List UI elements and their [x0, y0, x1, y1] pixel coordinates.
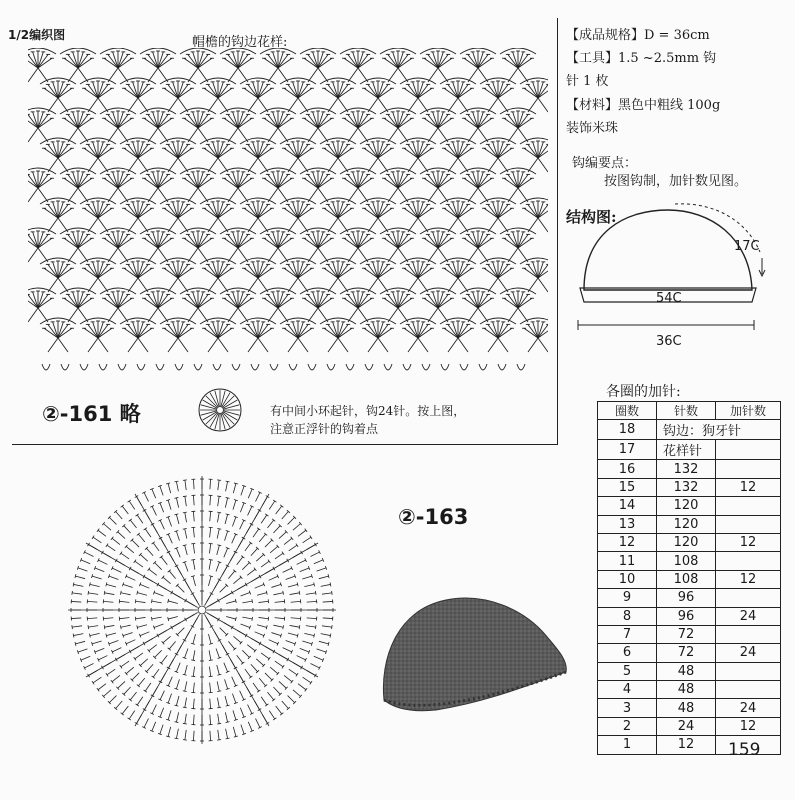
increase-cell: 24 — [716, 607, 781, 625]
stitch-count-cell: 132 — [657, 460, 716, 478]
table-row — [598, 644, 781, 662]
round-cell: 18 — [598, 420, 657, 440]
round-cell: 16 — [598, 460, 657, 478]
table-row — [598, 607, 781, 625]
increase-cell — [716, 662, 781, 680]
structure-width-label: 36C — [656, 334, 682, 349]
table-row — [598, 552, 781, 570]
finished-hat-photo — [376, 590, 576, 720]
round-cell: 9 — [598, 589, 657, 607]
spec-tools-line1: 【工具】1.5 ~2.5mm 钩 — [566, 51, 717, 66]
spec-materials-line1: 【材料】黑色中粗线 100g — [566, 98, 721, 113]
round-cell: 5 — [598, 662, 657, 680]
col-header-stitches: 针数 — [657, 402, 716, 420]
stitch-count-cell: 24 — [657, 717, 716, 735]
spec-size: 【成品规格】D = 36cm — [566, 28, 710, 43]
stitch-count-cell: 48 — [657, 662, 716, 680]
page-number: 159 — [728, 740, 761, 760]
round-cell: 10 — [598, 570, 657, 588]
table-row — [598, 589, 781, 607]
stitch-count-cell: 108 — [657, 552, 716, 570]
table-row — [598, 681, 781, 699]
crown-round-chart — [62, 470, 342, 750]
table-row — [598, 440, 781, 460]
round-cell: 6 — [598, 644, 657, 662]
stitch-count-cell: 96 — [657, 607, 716, 625]
section-label: 1/2编织图 — [8, 28, 66, 42]
round-cell: 14 — [598, 497, 657, 515]
increase-cell: 12 — [716, 533, 781, 551]
round-cell: 8 — [598, 607, 657, 625]
key-points-title: 钩编要点： — [572, 156, 638, 171]
increase-cell — [716, 589, 781, 607]
brim-pattern-chart — [28, 48, 548, 388]
increase-cell: 24 — [716, 699, 781, 717]
pattern-161-note-line2: 注意正浮针的钩着点 — [270, 422, 379, 436]
table-row — [598, 533, 781, 551]
increase-cell — [716, 515, 781, 533]
stitch-count-cell: 120 — [657, 515, 716, 533]
increase-cell — [716, 552, 781, 570]
stitch-count-cell: 120 — [657, 533, 716, 551]
table-row — [598, 717, 781, 735]
structure-title: 结构图: — [566, 208, 617, 226]
stitch-count-cell: 12 — [657, 736, 716, 754]
round-cell: 2 — [598, 717, 657, 735]
stitch-count-cell: 132 — [657, 478, 716, 496]
pattern-163-id: ②-163 — [398, 505, 469, 529]
stitch-count-cell: 花样针 — [657, 440, 716, 460]
stitch-count-cell: 120 — [657, 497, 716, 515]
round-cell: 1 — [598, 736, 657, 754]
increase-cell — [716, 460, 781, 478]
table-row — [598, 699, 781, 717]
key-points-text: 按图钩制，加针数见图。 — [604, 174, 748, 189]
stitch-count-cell: 96 — [657, 589, 716, 607]
increase-cell — [716, 497, 781, 515]
brim-pattern-title: 帽檐的钩边花样: — [192, 35, 288, 50]
stitch-count-cell: 48 — [657, 681, 716, 699]
table-row — [598, 515, 781, 533]
increase-cell — [716, 681, 781, 699]
stitch-count-cell: 108 — [657, 570, 716, 588]
table-row — [598, 662, 781, 680]
stitch-count-cell: 72 — [657, 625, 716, 643]
stitch-table-title: 各圈的加针: — [606, 384, 681, 400]
col-header-round: 圈数 — [598, 402, 657, 420]
spec-tools-line2: 针 1 枚 — [566, 74, 609, 89]
increase-cell: 24 — [716, 644, 781, 662]
table-row — [598, 460, 781, 478]
col-header-increase: 加针数 — [716, 402, 781, 420]
round-cell: 11 — [598, 552, 657, 570]
small-circle-diagram — [196, 386, 244, 434]
pattern-161-id: ②-161 略 — [42, 402, 141, 426]
round-cell: 17 — [598, 440, 657, 460]
increase-cell: 12 — [716, 478, 781, 496]
round-cell: 4 — [598, 681, 657, 699]
stitch-count-cell: 48 — [657, 699, 716, 717]
table-row — [598, 625, 781, 643]
round-cell: 13 — [598, 515, 657, 533]
stitch-count-cell: 钩边：狗牙针 — [657, 420, 781, 440]
increase-cell: 12 — [716, 570, 781, 588]
table-row — [598, 497, 781, 515]
stitch-increase-table — [597, 401, 781, 755]
increase-cell: 12 — [716, 717, 781, 735]
structure-diagram — [570, 192, 780, 352]
round-cell: 7 — [598, 625, 657, 643]
round-cell: 12 — [598, 533, 657, 551]
stitch-count-cell: 72 — [657, 644, 716, 662]
table-row — [598, 478, 781, 496]
increase-cell — [716, 440, 781, 460]
table-row — [598, 570, 781, 588]
table-row — [598, 420, 781, 440]
structure-height-label: 17C — [734, 239, 760, 254]
round-cell: 15 — [598, 478, 657, 496]
structure-circumference-label: 54C — [656, 291, 682, 306]
pattern-161-note-line1: 有中间小环起针，钩24针。按上图， — [270, 404, 466, 418]
increase-cell — [716, 625, 781, 643]
round-cell: 3 — [598, 699, 657, 717]
spec-materials-line2: 装饰米珠 — [566, 121, 619, 136]
